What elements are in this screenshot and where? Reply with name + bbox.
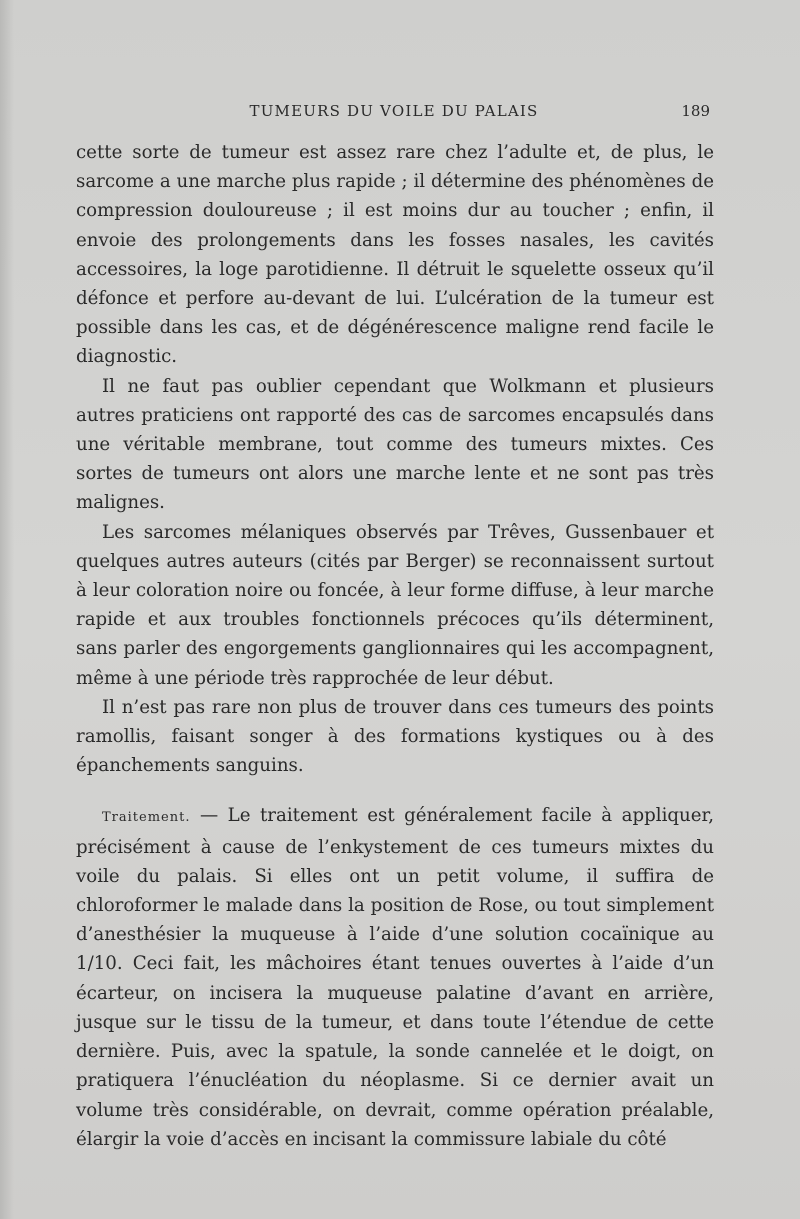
page-number: 189 [681,102,710,120]
paragraph: Il ne faut pas oublier cependant que Wolkmann et plusieurs autres praticiens ont rapporté des cas de sarcomes encapsulés dans une véritable membrane, tout comme des tumeurs mixtes. Ces sortes de tumeurs ont alors une marche lente et ne sont pas très malignes. [76,375,714,514]
page-header [76,98,712,124]
treatment-text: — Le traitement est généralement facile à appliquer, précisément à cause de l’enkystement de ces tumeurs mixtes du voile du palais. Si elles ont un petit volume, il suffira de chloroformer le malade dans la position de Rose, ou tout simplement d’anesthésier la muqueuse à l’aide d’une solution cocaïnique au 1/10. Ceci fait, les mâchoires étant tenues ouvertes à l’aide d’un écarteur, on incisera la muqueuse palatine d’avant en arrière, jusque sur le tissu de la tumeur, et dans toute l’étendue de cette dernière. Puis, avec la spatule, la sonde cannelée et le doigt, on pratiquera l’énucléation du néoplasme. Si ce dernier avait un volume très considérable, on devrait, comme opération préalable, élargir la voie d’accès en incisant la commissure labiale du côté [76,805,714,1150]
treatment-paragraph [76,801,714,1153]
paragraph: cette sorte de tumeur est assez rare chez l’adulte et, de plus, le sarcome a une marche plus rapide ; il détermine des phénomènes de compression douloureuse ; il est moins dur au toucher ; enfin, il envoie des prolongements dans les fosses nasales, les cavités accessoires, la loge parotidienne. Il détruit le squelette osseux qu’il défonce et perfore au-devant de lui. L’ulcération de la tumeur est possible dans les cas, et de dégénérescence maligne rend facile le diagnostic. [76,142,714,368]
body-text [76,138,714,1154]
running-head: TUMEURS DU VOILE DU PALAIS [249,102,539,120]
section-heading: Traitement. [102,810,191,826]
page-edge-shadow [0,0,14,1219]
paragraph: Les sarcomes mélaniques observés par Trêves, Gussenbauer et quelques autres auteurs (cités par Berger) se reconnaissent surtout à leur coloration noire ou foncée, à leur forme diffuse, à leur marche rapide et aux troubles fonctionnels précoces qu’ils déterminent, sans parler des engorgements ganglionnaires qui les accompagnent, même à une période très rapprochée de leur début. [76,521,714,689]
paragraph: Il n’est pas rare non plus de trouver dans ces tumeurs des points ramollis, faisant songer à des formations kystiques ou à des épanchements sanguins. [76,696,714,777]
